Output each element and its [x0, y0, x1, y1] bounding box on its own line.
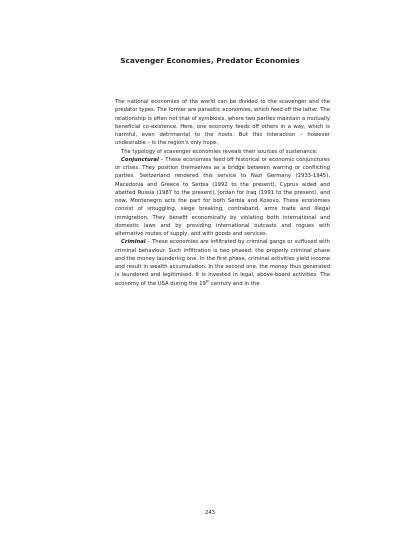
paragraph — [115, 238, 330, 288]
page-number: 243 — [205, 510, 215, 516]
paragraph-text: – These economies are infiltrated by criminal gangs or suffused with criminal behaviour. Such infiltration is two phased: the properly criminal phase and the money laundering one. In the first phase, criminal activities yield income and result in wealth accumulation. In the second one, the money thus generated is laundered and legitimised. It is invested in legal, above-board activities. The economy of the USA during the 19 — [115, 239, 330, 287]
superscript: th — [205, 278, 210, 283]
paragraph: The typology of scavenger economies reveals their sources of sustenance: — [121, 148, 318, 155]
page-title: Scavenger Economies, Predator Economies — [120, 56, 300, 65]
paragraph-text: – These economies feed off historical or economic conjunctures or crises. They position themselves as a bridge between warring or conflicting parties. Switzerland rendered this service to Nazi Germany (1933-1945), Macedonia and Greece to Serbia (1992 to the present), Cyprus aided and abetted Russia (1987 to the present), Jordan for Iraq (1991 to the present), and now, Montenegro acts the part for both Serbia and Kosovo. These economies consist of smuggling, siege breaking, contraband, arms trade and illegal immigration. They benefit economically by violating both international and domestic laws and by providing international outcasts and rogues with alternative routes of supply, and with goods and services. — [115, 156, 330, 237]
paragraph: The national economies of the world can be divided to the scavenger and the predator types. The former are parasitic economies, which feed off the latter. The relationship is often not that of symbiosis, where two parties maintain a mutually beneficial co-existence. Here, one economy feeds off others in a way, which is harmful, even detrimental to the hosts. But this interaction – however undesirable – is the region's only hope. — [115, 99, 330, 147]
paragraph-text: century and in the — [209, 280, 260, 287]
article-body — [115, 98, 330, 288]
paragraph — [115, 156, 330, 239]
paragraph-lead: Criminal — [121, 239, 146, 246]
paragraph-lead: Conjunctural — [121, 156, 159, 163]
